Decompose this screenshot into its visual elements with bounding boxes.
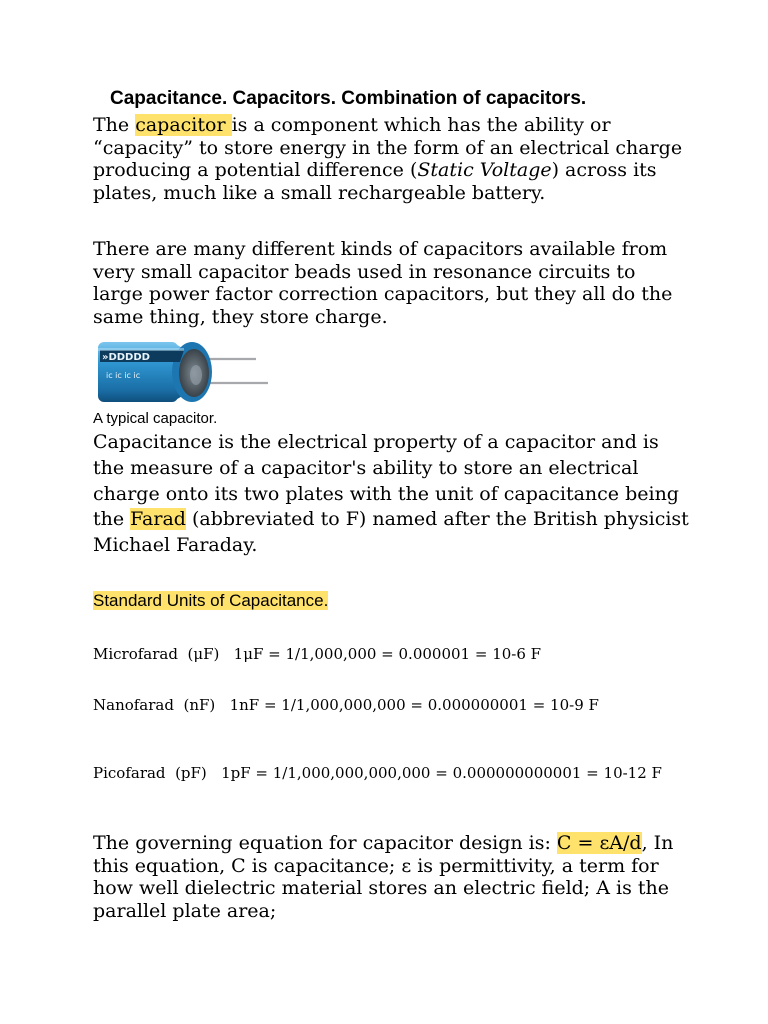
image-caption: A typical capacitor.: [93, 410, 218, 427]
paragraph-capacitance: [93, 430, 693, 559]
para1-middle: is a component which has the ability or “capacity” to store energy in the form of an electrical charge producing a potential difference (: [93, 114, 683, 182]
highlight-capacitor: capacitor: [135, 114, 232, 136]
document-title: Capacitance. Capacitors. Combination of capacitors.: [110, 88, 587, 109]
para3-before: Capacitance is the electrical property of a capacitor and is the measure of a capacitor's ability to store an electrical charge onto its two plates with the unit of capacitance being the: [93, 431, 679, 531]
svg-text:ic ic ic ic: ic ic ic ic: [106, 371, 141, 380]
paragraph-capacitor-definition: [93, 114, 683, 204]
para3-after: (abbreviated to F) named after the British physicist Michael Faraday.: [93, 508, 689, 557]
highlight-farad: Farad: [130, 508, 186, 531]
highlight-equation: C = εA/d: [556, 832, 642, 854]
svg-text:»DDDDD: »DDDDD: [102, 352, 150, 363]
unit-nanofarad: Nanofarad (nF) 1nF = 1/1,000,000,000 = 0.000000001 = 10-9 F: [93, 696, 599, 714]
capacitor-photo: [92, 336, 272, 408]
para1-before: The: [93, 114, 136, 136]
paragraph-governing-equation: [93, 832, 683, 922]
unit-picofarad: Picofarad (pF) 1pF = 1/1,000,000,000,000 = 0.000000000001 = 10-12 F: [93, 764, 662, 782]
para4-after: , In this equation, C is capacitance; ε is permittivity, a term for how well dielectric material stores an electric field; A is the parallel plate area;: [93, 832, 674, 922]
para1-italic-term: Static Voltage: [417, 159, 552, 182]
unit-microfarad: Microfarad (μF) 1μF = 1/1,000,000 = 0.000001 = 10-6 F: [93, 645, 542, 663]
units-heading: [93, 590, 328, 612]
paragraph-capacitor-kinds: There are many different kinds of capacitors available from very small capacitor beads used in resonance circuits to large power factor correction capacitors, but they all do the same thing, they store charge.: [93, 238, 673, 328]
para4-before: The governing equation for capacitor design is:: [93, 832, 557, 854]
para1-after: ) across its plates, much like a small rechargeable battery.: [93, 159, 657, 204]
units-heading-text: Standard Units of Capacitance.: [93, 591, 329, 610]
